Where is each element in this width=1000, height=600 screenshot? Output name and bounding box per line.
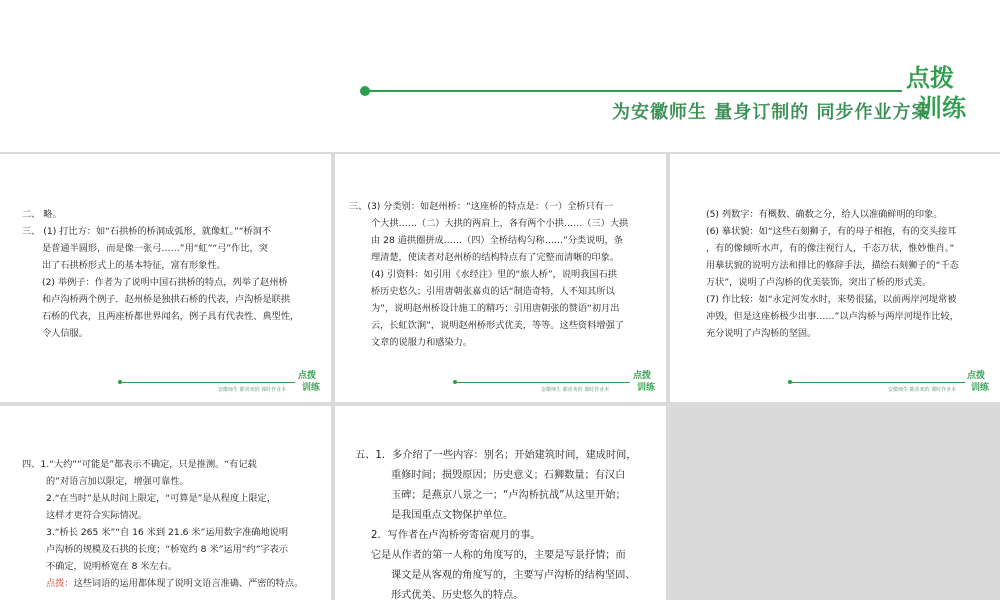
logo-text-bottom: 训练 (918, 94, 966, 122)
slide-line: 这样才更符合实际情况。 (46, 510, 148, 521)
slide-line: 和卢沟桥两个例子．赵州桥是独拱石桥的代表，卢沟桥是联拱 (42, 294, 291, 305)
slide-3-text (706, 206, 959, 342)
slide-line: (7) 作比较：如“永定河发水时，来势很猛，以前两岸河堤常被 (706, 294, 957, 305)
slide-5[interactable] (335, 406, 666, 600)
slide-line: ，有的像倾听水声，有的像注视行人，千态万状，惟妙惟肖。” (706, 243, 955, 254)
slide-line: (4) 引资料：如引用《水经注》里的“旅人桥”，说明我国石拱 (371, 269, 617, 280)
svg-text:训练: 训练 (302, 383, 321, 392)
slide-5-text (355, 446, 637, 600)
slide-line: 冲毁，但是这座桥极少出事……”以卢沟桥与两岸河堤作比较， (706, 311, 959, 322)
slide-line: 四、1.“大约”“可能是”都表示不确定，只是推测。“有记载 (22, 459, 257, 470)
slide-line: 二、 略。 (22, 209, 62, 220)
slide-line: 2.“在当时”是从时间上限定，“可算是”是从程度上限定， (46, 493, 276, 504)
slide-line: 令人信服。 (42, 328, 88, 339)
slide-4-text (22, 456, 303, 592)
slide-line: 充分说明了卢沟桥的坚固。 (706, 328, 817, 339)
slide-line: 的”对语言加以限定，增强可靠性。 (46, 476, 189, 487)
slide-line: 万状”，说明了卢沟桥的优美装饰，突出了桥的形式美。 (706, 277, 932, 288)
slide-line: 五、1．多介绍了一些内容：别名；开始建筑时间，建成时间， (355, 450, 637, 461)
slide-line: 三、 (1) 打比方：如“石拱桥的桥洞成弧形，就像虹。”“桥洞不 (22, 226, 272, 237)
slide-line: 三、(3) 分类别：如赵州桥：“这座桥的特点是：（一）全桥只有一 (349, 201, 614, 212)
slide-line: 理清楚，使读者对赵州桥的结构特点有了完整而清晰的印象。 (371, 252, 620, 263)
slide-line: 课文是从客观的角度写的，主要写卢沟桥的结构坚固、 (391, 570, 636, 581)
svg-text:点拨: 点拨 (633, 371, 652, 381)
slide-line: 由 28 道拱圈拼成……（四）全桥结构匀称……”分类说明，条 (371, 235, 623, 246)
slide-line: (2) 举例子：作者为了说明中国石拱桥的特点，列举了赵州桥 (42, 277, 288, 288)
slide-line: 不确定，说明桥宽在 8 米左右。 (46, 561, 178, 572)
note-text: 这些词语的运用都体现了说明文语言准确、严密的特点。 (73, 578, 304, 589)
svg-text:训练: 训练 (637, 383, 656, 392)
slide-2[interactable] (335, 154, 666, 402)
svg-text:点拨: 点拨 (298, 371, 317, 381)
slide-line: 形式优美、历史悠久的特点。 (391, 590, 524, 600)
svg-text:训练: 训练 (971, 383, 990, 392)
footer-logo (297, 368, 327, 392)
note-label: 点拨： (46, 578, 74, 589)
footer-logo (632, 368, 662, 392)
slide-line: 玉碑；是燕京八景之一；“卢沟桥抗战”从这里开始； (391, 490, 626, 501)
footer-slogan: 安徽师生 都喜欢的 课时作业本 (218, 387, 287, 393)
slide-3[interactable] (670, 154, 1000, 402)
slide-line: 用摹状貌的说明方法和排比的修辞手法，描绘石刻狮子的“千态 (706, 260, 959, 271)
slide-2-text (349, 198, 628, 351)
slide-4[interactable] (0, 406, 331, 600)
footer-slogan: 安徽师生 都喜欢的 课时作业本 (541, 387, 610, 393)
slide-line: 文章的说服力和感染力。 (371, 337, 473, 348)
footer-line (790, 382, 965, 383)
footer-logo (966, 368, 996, 392)
slide-line: 是普通半圆形，而是像一张弓……”用“虹”“弓”作比，突 (42, 243, 268, 254)
slide-line: (6) 摹状貌：如“这些石刻狮子，有的母子相抱，有的交头接耳 (706, 226, 957, 237)
slide-line: 石桥的代表，且两座桥都世界闻名，例子具有代表性、典型性， (42, 311, 300, 322)
footer-slogan: 安徽师生 都喜欢的 课时作业本 (888, 387, 957, 393)
page-header (0, 0, 1000, 152)
note-line (22, 575, 303, 592)
slide-line: 它是从作者的第一人称的角度写的，主要是写景抒情；而 (371, 550, 626, 561)
slide-line: 重修时间；损毁原因；历史意义；石狮数量；有汉白 (391, 470, 626, 481)
footer-line (455, 382, 630, 383)
footer-line (120, 382, 295, 383)
slide-1[interactable] (0, 154, 331, 402)
slide-1-text (22, 206, 299, 342)
header-line (364, 90, 904, 92)
svg-text:点拨: 点拨 (967, 371, 986, 381)
slide-line: 3.“桥长 265 米”“自 16 米到 21.6 米”运用数字准确地说明 (46, 527, 289, 538)
slide-line: 卢沟桥的规模及石拱的长度；“桥宽约 8 米”运用“约”字表示 (46, 544, 289, 555)
slide-line: 云，长虹饮涧”，说明赵州桥形式优美，等等。这些资料增强了 (371, 320, 624, 331)
slide-line: 是我国重点文物保护单位。 (391, 510, 514, 521)
slide-line: 出了石拱桥形式上的基本特征，富有形象性。 (42, 260, 226, 271)
slide-line: 个大拱……（二）大拱的两肩上，各有两个小拱……（三）大拱 (371, 218, 629, 229)
logo-text-top: 点拨 (906, 64, 954, 92)
header-slogan: 为安徽师生 量身订制的 同步作业方案 (612, 102, 931, 123)
slide-line: 为”，说明赵州桥设计施工的精巧；引用唐朝张的赞语“初月出 (371, 303, 620, 314)
slide-line: (5) 列数字：有概数、确数之分，给人以准确鲜明的印象。 (706, 209, 943, 220)
slide-line: 桥历史悠久；引用唐朝张嘉贞的话“制造奇特，人不知其所以 (371, 286, 615, 297)
slide-line: 2．写作者在卢沟桥旁寄宿观月的事。 (371, 530, 541, 541)
